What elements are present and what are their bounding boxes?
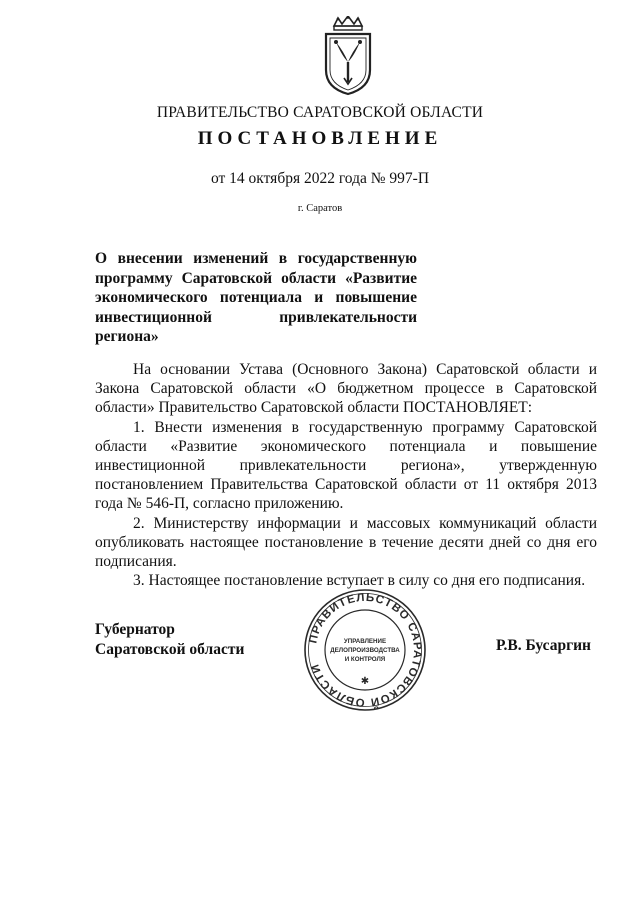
document-type: ПОСТАНОВЛЕНИЕ xyxy=(197,128,443,149)
document-city: г. Саратов xyxy=(297,203,343,214)
signatory-position xyxy=(95,620,244,660)
body-paragraph-item-2: 2. Министерству информации и массовых коммуникаций области опубликовать настоящее постановление в течение десяти дней со дня его подписания. xyxy=(95,514,597,571)
signatory-position-line-1: Губернатор xyxy=(95,621,175,638)
stamp-inner-line-2: ДЕЛОПРОИЗВОДСТВА xyxy=(330,647,400,654)
stamp-inner-line-1: УПРАВЛЕНИЕ xyxy=(343,638,387,645)
stamp-star-icon: ✱ xyxy=(360,676,370,687)
document-date-number: от 14 октября 2022 года № 997-П xyxy=(210,170,430,187)
stamp-ring-text: ПРАВИТЕЛЬСТВО САРАТОВСКОЙ ОБЛАСТИ xyxy=(307,591,424,709)
document-title: О внесении изменений в государственную программу Саратовской области «Развитие экономического потенциала и повышение инвестиционной привлекательности региона» xyxy=(95,250,417,345)
government-name: ПРАВИТЕЛЬСТВО САРАТОВСКОЙ ОБЛАСТИ xyxy=(156,104,484,121)
body-paragraph-preamble: На основании Устава (Основного Закона) Саратовской области и Закона Саратовской области «О бюджетном процессе в Саратовской области» Правительство Саратовской области ПОСТАНОВЛЯЕТ: xyxy=(95,361,597,417)
saratov-coat-of-arms-icon xyxy=(320,16,376,96)
stamp-inner-line-3: И КОНТРОЛЯ xyxy=(344,656,386,663)
body-paragraph-item-1: 1. Внести изменения в государственную программу Саратовской области «Развитие экономического потенциала и повышение инвестиционной привлекательности региона», утвержденную постановлением Правительства Саратовской области от 11 октября 2013 года № 546-П, согласно приложению. xyxy=(95,418,597,513)
document-body xyxy=(95,360,597,590)
official-stamp xyxy=(303,588,427,712)
body-paragraph-item-3: 3. Настоящее постановление вступает в силу со дня его подписания. xyxy=(133,572,586,590)
signatory-name: Р.В. Бусаргин xyxy=(496,637,591,654)
signatory-position-line-2: Саратовской области xyxy=(95,641,245,658)
